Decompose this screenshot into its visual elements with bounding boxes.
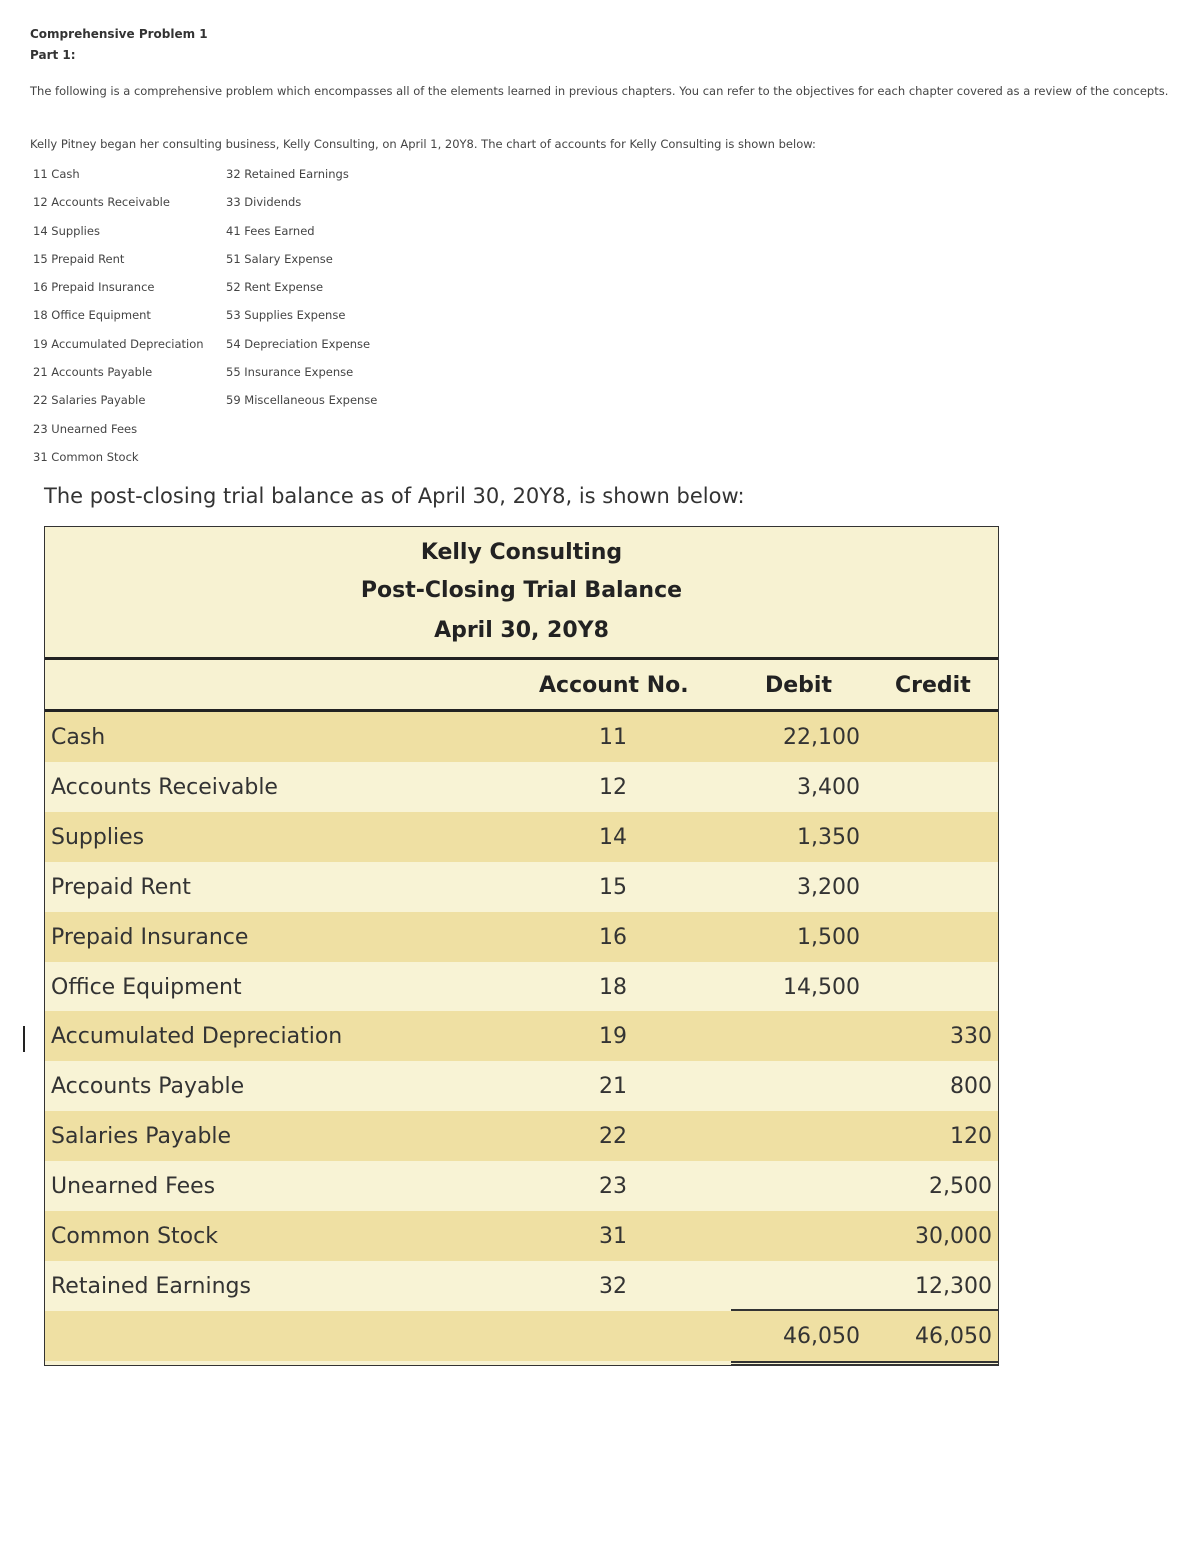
coa-account-left: 31 Common Stock	[33, 449, 139, 464]
credit-amount: 30,000	[915, 1224, 992, 1249]
coa-row	[33, 280, 377, 308]
account-number: 18	[599, 974, 627, 1000]
account-number: 32	[599, 1273, 627, 1299]
coa-row	[33, 167, 377, 195]
totals-row	[45, 1311, 998, 1361]
statement-date: April 30, 20Y8	[434, 618, 609, 643]
account-name: Salaries Payable	[51, 1124, 232, 1150]
account-number: 19	[599, 1024, 627, 1050]
coa-account-right: 32 Retained Earnings	[226, 167, 349, 181]
coa-row	[33, 308, 377, 336]
debit-amount: 3,400	[797, 774, 860, 800]
total-double-line-1	[731, 1361, 998, 1363]
trial-balance-header	[45, 527, 998, 658]
coa-account-left: 21 Accounts Payable	[33, 365, 153, 380]
account-name: Retained Earnings	[51, 1273, 251, 1299]
header-rule	[45, 657, 998, 660]
credit-amount: 2,500	[929, 1174, 992, 1200]
table-row	[45, 712, 998, 762]
coa-row	[33, 393, 377, 421]
coa-account-left: 12 Accounts Receivable	[33, 195, 170, 210]
coa-row	[33, 422, 377, 450]
account-name: Prepaid Insurance	[51, 924, 249, 950]
table-row	[45, 1161, 998, 1211]
trial-balance-table	[44, 526, 999, 1366]
margin-mark	[23, 1026, 25, 1052]
debit-amount: 1,500	[797, 924, 860, 950]
account-name: Accounts Receivable	[51, 774, 278, 800]
col-account-no: Account No.	[539, 673, 689, 698]
account-name: Unearned Fees	[51, 1174, 216, 1200]
col-credit: Credit	[895, 673, 971, 698]
coa-row	[33, 224, 377, 252]
coa-account-left: 15 Prepaid Rent	[33, 251, 125, 266]
coa-row	[33, 337, 377, 365]
account-name: Accumulated Depreciation	[51, 1024, 343, 1050]
table-row	[45, 762, 998, 812]
table-row	[45, 812, 998, 862]
column-headers	[45, 661, 998, 711]
chart-of-accounts	[33, 167, 377, 478]
coa-account-right: 54 Depreciation Expense	[226, 336, 371, 351]
business-intro: Kelly Pitney began her consulting business, Kelly Consulting, on April 1, 20Y8. The chart of accounts for Kelly Consulting is shown below:	[30, 137, 816, 151]
col-debit: Debit	[765, 673, 832, 698]
coa-account-left: 16 Prepaid Insurance	[33, 280, 155, 295]
debit-amount: 1,350	[797, 824, 860, 850]
account-number: 15	[599, 874, 627, 900]
account-number: 21	[599, 1074, 627, 1100]
coa-row	[33, 450, 377, 478]
account-number: 23	[599, 1174, 627, 1200]
credit-amount: 800	[950, 1074, 992, 1100]
table-row	[45, 1011, 998, 1061]
account-name: Supplies	[51, 824, 145, 850]
account-number: 31	[599, 1224, 627, 1249]
debit-amount: 14,500	[783, 974, 860, 1000]
statement-title: Post-Closing Trial Balance	[360, 578, 683, 603]
total-double-line-2	[731, 1364, 998, 1366]
trial-balance-intro: The post-closing trial balance as of April 30, 20Y8, is shown below:	[44, 484, 745, 508]
account-number: 22	[599, 1124, 627, 1150]
account-name: Accounts Payable	[51, 1074, 245, 1100]
table-row	[45, 862, 998, 912]
coa-account-left: 22 Salaries Payable	[33, 393, 146, 408]
table-row	[45, 962, 998, 1012]
table-row	[45, 1261, 998, 1311]
total-debit: 46,050	[783, 1324, 860, 1349]
account-name: Office Equipment	[51, 974, 242, 1000]
debit-amount: 3,200	[797, 874, 860, 900]
coa-account-left: 18 Office Equipment	[33, 308, 151, 323]
coa-row	[33, 195, 377, 223]
coa-account-left: 11 Cash	[33, 167, 80, 181]
problem-title: Comprehensive Problem 1	[30, 27, 208, 41]
part-label: Part 1:	[30, 48, 76, 62]
account-number: 14	[599, 824, 627, 850]
coa-account-right: 52 Rent Expense	[226, 280, 324, 295]
coa-account-left: 19 Accumulated Depreciation	[33, 336, 204, 351]
account-number: 11	[599, 725, 627, 750]
credit-amount: 12,300	[915, 1273, 992, 1299]
account-number: 16	[599, 924, 627, 950]
coa-account-right: 59 Miscellaneous Expense	[226, 393, 378, 408]
credit-amount: 120	[950, 1124, 992, 1150]
company-name: Kelly Consulting	[420, 540, 623, 565]
table-row	[45, 1061, 998, 1111]
debit-amount: 22,100	[783, 725, 860, 750]
total-credit: 46,050	[915, 1324, 992, 1349]
intro-paragraph: The following is a comprehensive problem which encompasses all of the elements learned in previous chapters. You can refer to the objectives for each chapter covered as a review of the concepts.	[30, 84, 1169, 98]
account-name: Cash	[51, 725, 106, 750]
account-number: 12	[599, 774, 627, 800]
coa-row	[33, 365, 377, 393]
coa-account-right: 41 Fees Earned	[226, 223, 315, 238]
coa-account-left: 14 Supplies	[33, 223, 100, 238]
coa-row	[33, 252, 377, 280]
account-name: Prepaid Rent	[51, 874, 191, 900]
coa-account-left: 23 Unearned Fees	[33, 421, 138, 436]
account-name: Common Stock	[51, 1224, 218, 1249]
table-row	[45, 1111, 998, 1161]
coa-account-right: 55 Insurance Expense	[226, 365, 354, 380]
coa-account-right: 33 Dividends	[226, 195, 302, 210]
table-row	[45, 1211, 998, 1261]
credit-amount: 330	[950, 1024, 992, 1050]
coa-account-right: 51 Salary Expense	[226, 251, 333, 266]
coa-account-right: 53 Supplies Expense	[226, 308, 346, 323]
table-row	[45, 912, 998, 962]
